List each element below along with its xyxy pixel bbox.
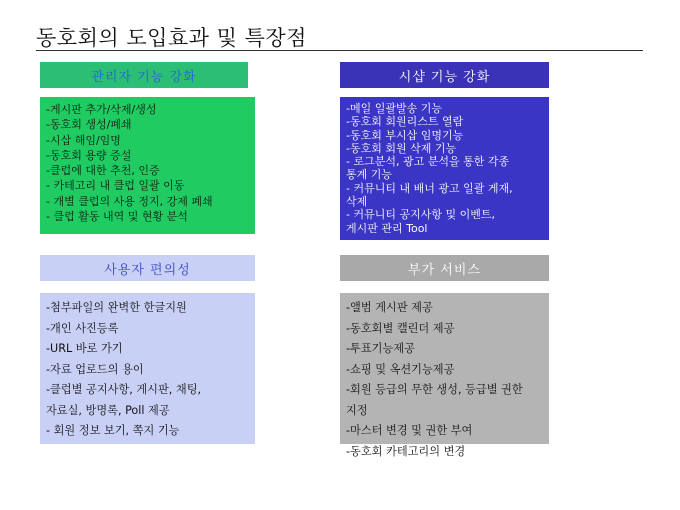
feature-item: - 로그분석, 광고 분석을 통한 각종 [346, 155, 510, 169]
feature-item: - 카테고리 내 클럽 일괄 이동 [46, 179, 185, 193]
user-feature-box [40, 293, 255, 444]
feature-item: -게시판 추가/삭제/생성 [46, 103, 157, 116]
feature-item: -자료 업로드의 용이 [46, 362, 144, 376]
feature-item: - 커뮤니티 공지사항 및 이벤트, [346, 208, 495, 222]
feature-item: -개인 사진등록 [46, 321, 119, 335]
feature-item: - 회원 정보 보기, 쪽지 기능 [46, 424, 180, 437]
admin-feature-box [40, 97, 255, 234]
feature-item: -투표기능제공 [346, 342, 415, 355]
user-section-header: 사용자 편의성 [40, 255, 255, 281]
sysop-feature-box [340, 97, 549, 240]
feature-item: 삭제 [346, 195, 368, 209]
feature-item: -동호회 부시삽 임명기능 [346, 128, 464, 142]
feature-item: -동호회 카테고리의 변경 [346, 444, 466, 458]
feature-item: -URL 바로 가기 [46, 342, 123, 355]
feature-item: 통계 기능 [346, 168, 393, 182]
feature-item: -클럽별 공지사항, 게시판, 채팅, [46, 383, 202, 396]
extra-section-header: 부가 서비스 [340, 255, 549, 281]
feature-item: -클럽에 대한 추천, 인증 [46, 164, 160, 178]
feature-item: - 커뮤니티 내 배너 광고 일괄 게재, [346, 181, 513, 195]
extra-feature-box [340, 293, 549, 458]
feature-item: - 개별 클럽의 사용 정지, 강제 폐쇄 [46, 194, 213, 208]
feature-item: -앨범 게시판 제공 [346, 301, 433, 314]
feature-item: -동호회 회원리스트 열람 [346, 115, 464, 129]
feature-item: -시삽 해임/임명 [46, 133, 121, 147]
feature-item: -마스터 변경 및 권한 부여 [346, 424, 473, 437]
feature-item: 자료실, 방명록, Poll 제공 [46, 403, 170, 417]
feature-item: - 클럽 활동 내역 및 현황 분석 [46, 210, 188, 224]
title-underline [36, 50, 643, 51]
feature-item: -쇼핑 및 옥션기능제공 [346, 362, 455, 376]
feature-item: -동호회 회원 삭제 기능 [346, 141, 457, 155]
feature-item: -메일 일괄발송 기능 [346, 102, 442, 115]
sysop-section-header: 시샵 기능 강화 [340, 62, 549, 88]
feature-item: -동호회 생성/폐쇄 [46, 118, 132, 132]
feature-item: -동호회별 캘린더 제공 [346, 321, 455, 335]
feature-item: -회원 등급의 무한 생성, 등급별 권한 [346, 383, 523, 396]
feature-item: -동호회 용량 증설 [46, 148, 132, 162]
admin-section-header: 관리자 기능 강화 [40, 62, 248, 88]
feature-item: 게시판 관리 Tool [346, 221, 428, 235]
feature-item: 지정 [346, 403, 368, 417]
feature-item: -첨부파일의 완벽한 한글지원 [46, 301, 187, 314]
page-title: 동호회의 도입효과 및 특장점 [36, 26, 307, 50]
